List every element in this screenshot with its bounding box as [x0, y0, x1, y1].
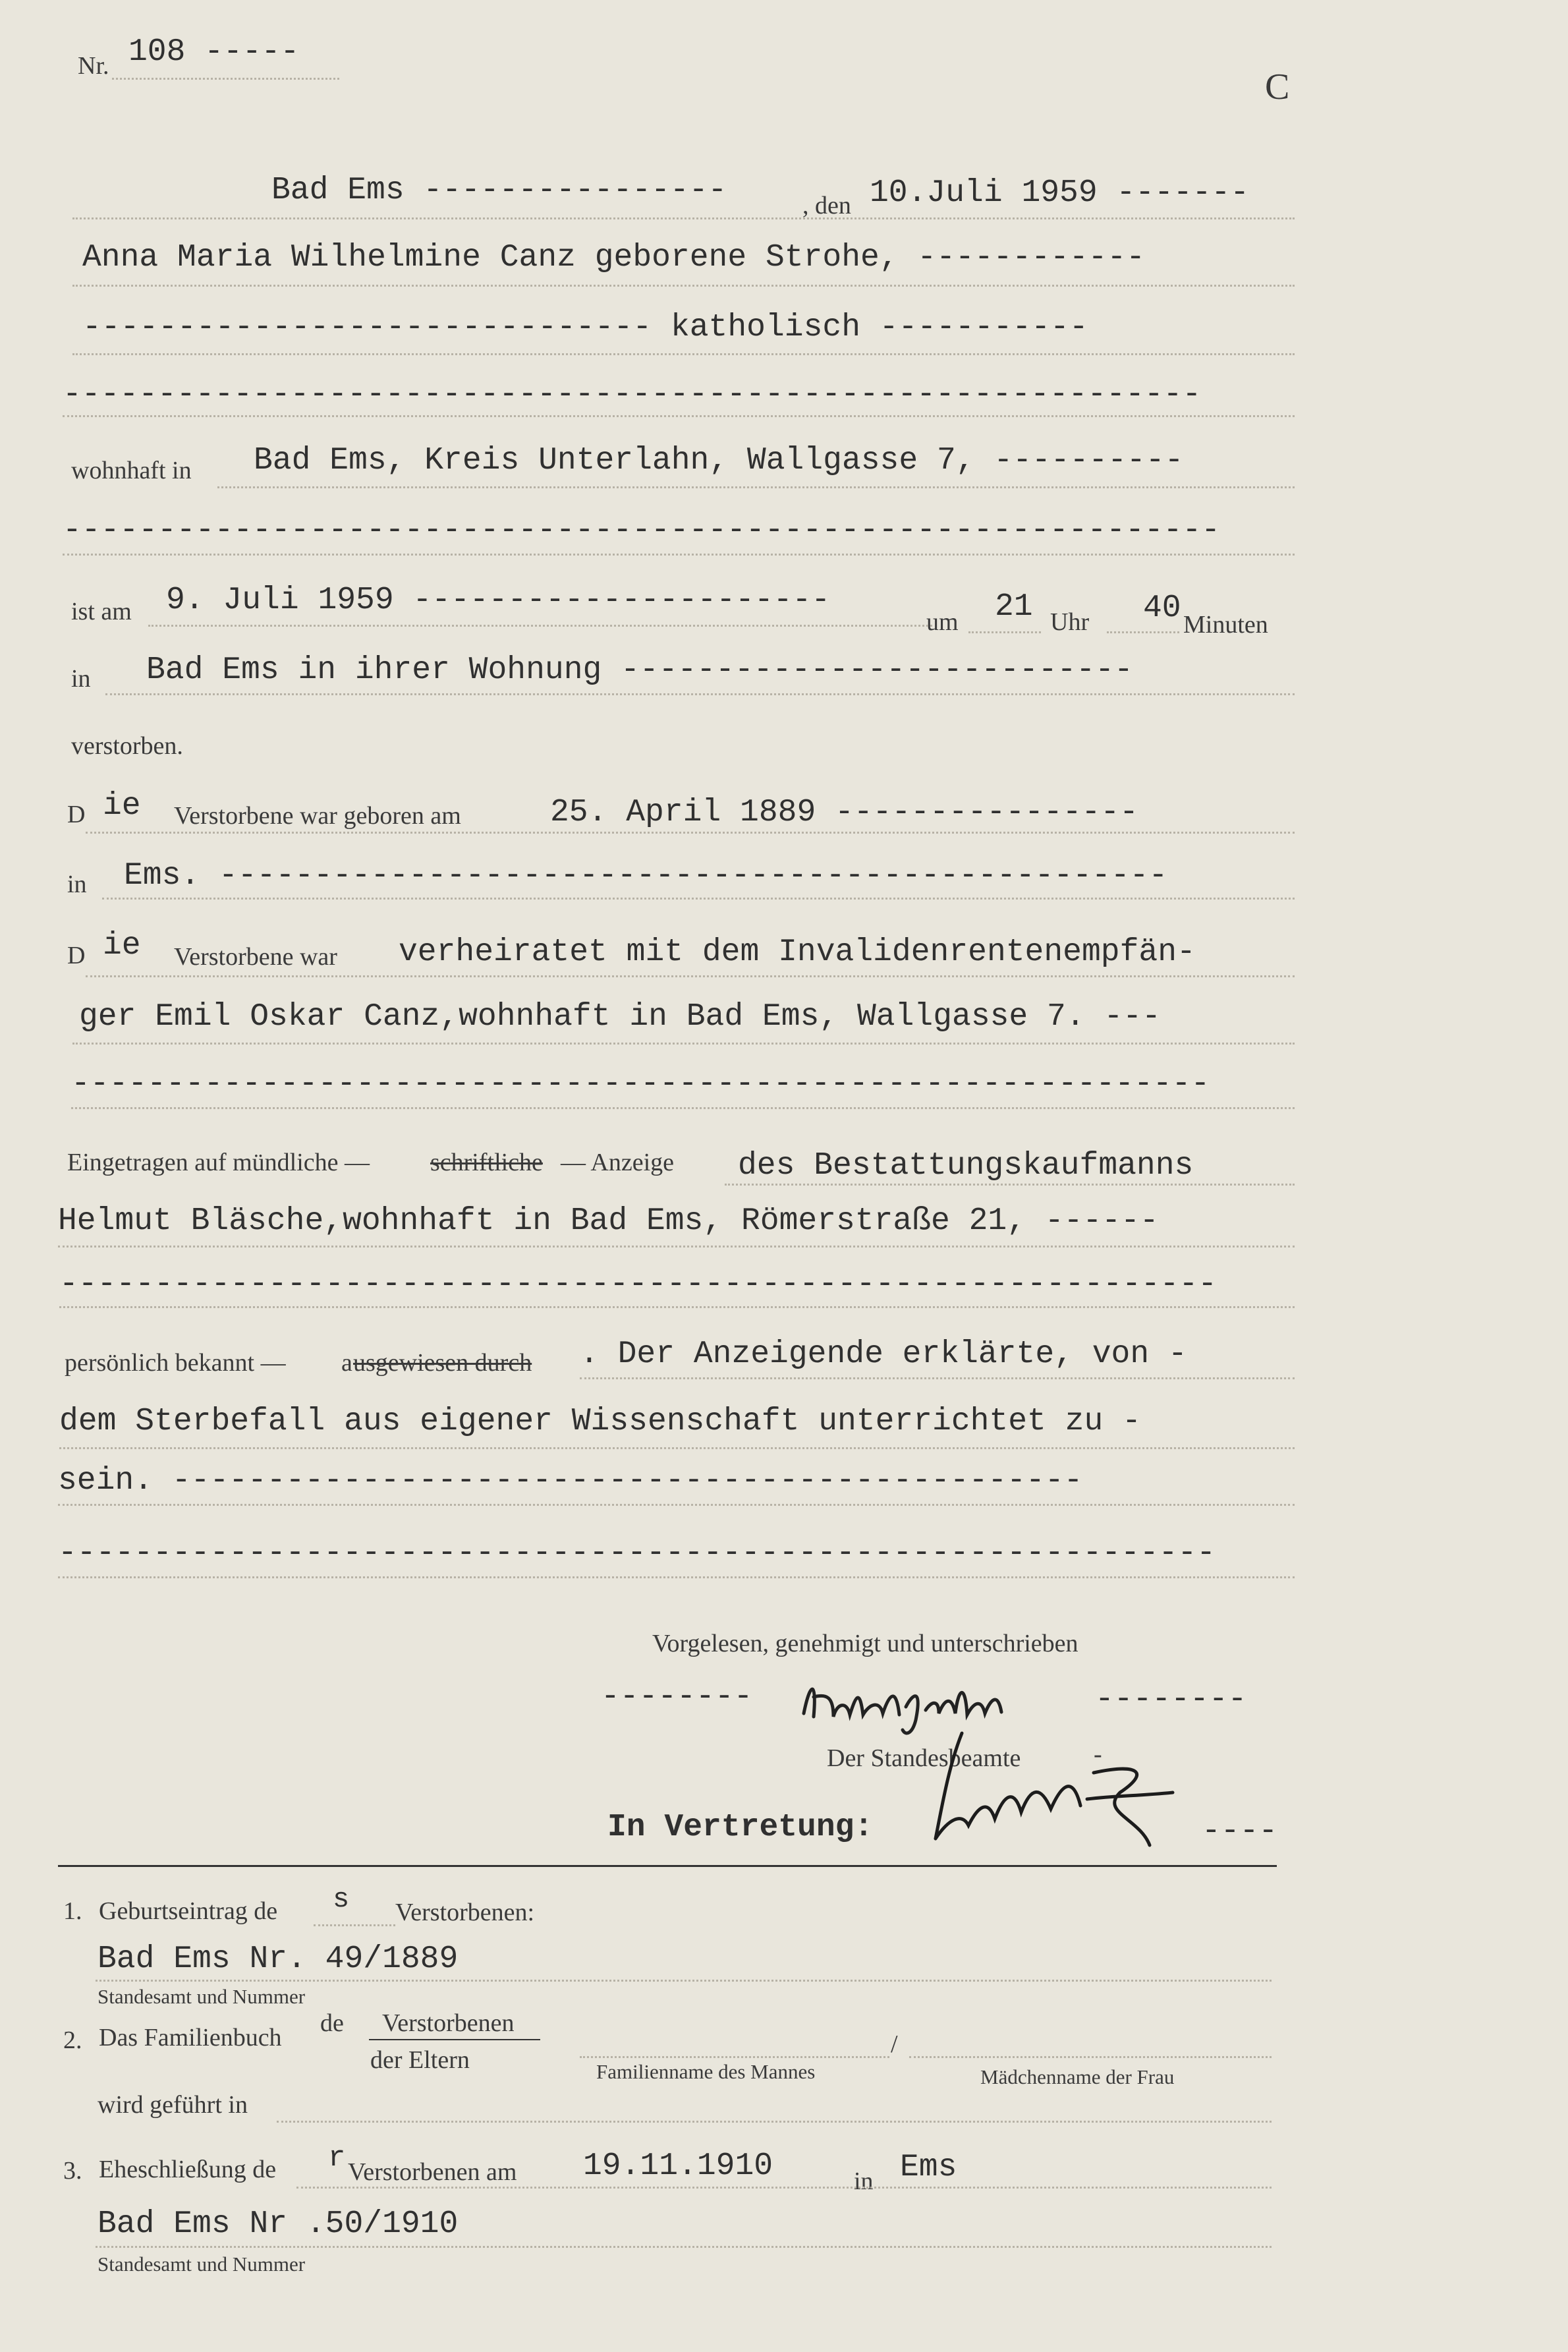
note-2-label: Das Familienbuch — [99, 2024, 282, 2051]
signature-dash-left: -------- — [601, 1679, 753, 1715]
dotted-line — [86, 975, 1295, 977]
verstorben-label: verstorben. — [71, 732, 183, 760]
registration-label-struck: schriftliche — [430, 1149, 543, 1176]
note-3-value: Bad Ems Nr .50/1910 — [98, 2206, 459, 2242]
minuten-label: Minuten — [1183, 611, 1268, 639]
dotted-line — [725, 1184, 1295, 1186]
marital-text-label: Verstorbene war — [174, 943, 337, 971]
d-label: D — [67, 801, 86, 828]
dotted-line — [296, 2187, 1272, 2189]
dotted-line — [63, 554, 1295, 556]
entry-number: 108 ----- — [128, 34, 300, 70]
signature-dash-right: -------- — [1095, 1682, 1247, 1717]
note-1-suffix: s — [333, 1883, 350, 1915]
dotted-line — [217, 486, 1295, 488]
note-1-number: 1. — [63, 1897, 82, 1925]
registration-line-3: ------------------------------------------------------------- — [59, 1267, 1218, 1302]
marital-line-3: ------------------------------------------------------------ — [71, 1066, 1210, 1102]
note-1-value: Bad Ems Nr. 49/1889 — [98, 1941, 459, 1977]
dotted-line — [277, 2121, 1272, 2123]
declaration-1: . Der Anzeigende erklärte, von - — [580, 1336, 1187, 1372]
dotted-line — [968, 631, 1041, 633]
birth-place: Ems. -------------------------------------------------- — [124, 858, 1168, 894]
article: ie — [103, 788, 141, 824]
residence: Bad Ems, Kreis Unterlahn, Wallgasse 7, ---------- — [254, 443, 1184, 478]
read-approved-label: Vorgelesen, genehmigt und unterschrieben — [652, 1630, 1078, 1657]
birth-date: 25. April 1889 ---------------- — [550, 795, 1138, 830]
residence-label: wohnhaft in — [71, 457, 192, 484]
declaration-2: dem Sterbefall aus eigener Wissenschaft unterrichtet zu - — [59, 1404, 1141, 1439]
spouse: ger Emil Oskar Canz,wohnhaft in Bad Ems, Wallgasse 7. --- — [79, 999, 1161, 1035]
option-separator — [369, 2039, 540, 2040]
dotted-line — [909, 2056, 1272, 2058]
marriage-date: 19.11.1910 — [583, 2148, 773, 2184]
identification-label-prefix: a — [341, 1349, 352, 1377]
note-2-caption-2: Mädchenname der Frau — [980, 2065, 1175, 2088]
note-3-suffix: r — [328, 2142, 346, 2175]
dotted-line — [59, 1447, 1295, 1449]
dotted-line — [58, 1246, 1295, 1248]
dotted-line — [72, 217, 1295, 219]
birth-text-label: Verstorbene war geboren am — [174, 802, 461, 830]
dotted-line — [112, 78, 339, 80]
den-label: , den — [802, 192, 851, 219]
registration-label-a: Eingetragen auf mündliche — — [67, 1149, 370, 1176]
deceased-name: Anna Maria Wilhelmine Canz geborene Strohe, ------------ — [82, 240, 1146, 275]
marriage-place: Ems — [900, 2150, 957, 2185]
dotted-line — [102, 898, 1295, 900]
dotted-line — [314, 1924, 395, 1926]
vertretung-dash: ---- — [1202, 1814, 1278, 1849]
dotted-line — [105, 693, 1295, 695]
note-2-number: 2. — [63, 2026, 82, 2054]
note-3-label: Eheschließung de — [99, 2156, 277, 2183]
ist-am-label: ist am — [71, 598, 132, 625]
blank-line: ------------------------------------------------------------ — [63, 377, 1202, 413]
note-2-slash: / — [891, 2030, 898, 2058]
dotted-line — [148, 625, 932, 627]
note-2-caption-1: Familienname des Mannes — [596, 2060, 816, 2083]
in-label: in — [67, 871, 87, 898]
dotted-line — [1107, 631, 1179, 633]
dotted-line — [72, 353, 1295, 355]
dotted-line — [96, 1980, 1272, 1982]
informant-title: des Bestattungskaufmanns — [738, 1148, 1194, 1184]
nr-label: Nr. — [78, 52, 109, 80]
dotted-line — [58, 1504, 1295, 1506]
note-3-number: 3. — [63, 2157, 82, 2185]
uhr-label: Uhr — [1050, 608, 1090, 636]
identification-label-struck: usgewiesen durch — [353, 1349, 532, 1377]
vertretung-label: In Vertretung: — [607, 1810, 874, 1845]
declaration-3: sein. ------------------------------------------------ — [58, 1463, 1083, 1499]
residence-line-2: ------------------------------------------------------------- — [63, 513, 1221, 548]
dotted-line — [71, 1107, 1295, 1109]
registrar-dash: - — [1094, 1740, 1102, 1768]
informant: Helmut Bläsche,wohnhaft in Bad Ems, Römerstraße 21, ------ — [58, 1203, 1159, 1239]
marital-status: verheiratet mit dem Invalidenrentenempfän- — [399, 934, 1196, 970]
dotted-line — [59, 1306, 1295, 1308]
place: Bad Ems ---------------- — [271, 173, 727, 208]
dotted-line — [96, 2246, 1272, 2248]
note-2-option-1: Verstorbenen — [382, 2009, 515, 2037]
dotted-line — [580, 1377, 1295, 1379]
note-1-caption: Standesamt und Nummer — [98, 1985, 306, 2008]
note-1-label: Geburtseintrag de — [99, 1897, 278, 1925]
dotted-line — [86, 832, 1295, 834]
declaration-4: ------------------------------------------------------------- — [58, 1535, 1216, 1571]
registrar-signature — [922, 1727, 1199, 1858]
in-label: in — [71, 665, 91, 693]
note-3-in: in — [854, 2167, 874, 2195]
note-3-caption: Standesamt und Nummer — [98, 2252, 306, 2276]
religion: ------------------------------ katholisch ----------- — [82, 310, 1088, 345]
note-3-label-2: Verstorbenen am — [348, 2158, 517, 2186]
dotted-line — [72, 1043, 1295, 1045]
record-date: 10.Juli 1959 ------- — [870, 175, 1250, 211]
d-label: D — [67, 942, 86, 969]
note-2-label-2: wird geführt in — [98, 2091, 248, 2119]
article: ie — [103, 928, 141, 963]
dotted-line — [63, 415, 1295, 417]
death-minute: 40 — [1143, 590, 1181, 626]
death-place: Bad Ems in ihrer Wohnung --------------------------- — [146, 652, 1133, 688]
um-label: um — [926, 608, 959, 636]
identification-label-a: persönlich bekannt — — [65, 1349, 286, 1377]
death-hour: 21 — [995, 589, 1033, 625]
corner-letter: C — [1265, 67, 1290, 107]
dotted-line — [58, 1576, 1295, 1578]
death-date: 9. Juli 1959 ---------------------- — [166, 583, 831, 618]
note-1-label-2: Verstorbenen: — [395, 1899, 535, 1926]
dotted-line — [580, 2056, 889, 2058]
registration-label-b: — Anzeige — [561, 1149, 675, 1176]
note-2-de: de — [320, 2009, 344, 2037]
section-divider — [58, 1865, 1277, 1867]
registrar-label: Der Standesbeamte — [827, 1744, 1021, 1772]
dotted-line — [72, 285, 1295, 287]
note-2-option-2: der Eltern — [370, 2046, 470, 2074]
